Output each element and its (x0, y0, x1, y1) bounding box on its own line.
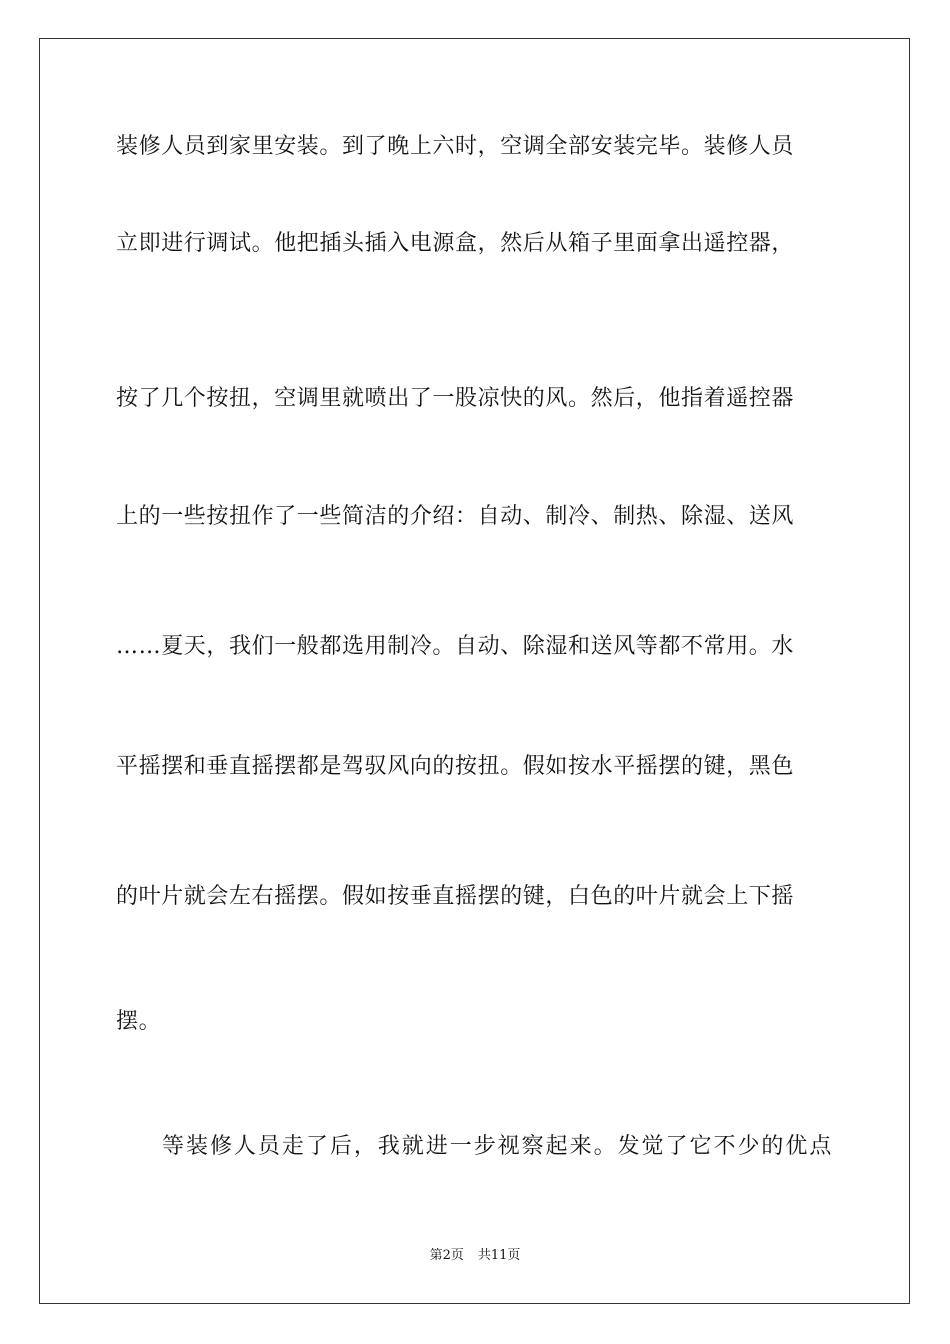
text-line: ……夏天，我们一般都选用制冷。自动、除湿和送风等都不常用。水 (116, 634, 795, 659)
paragraph-first-line: 等装修人员走了后，我就进一步视察起来。发觉了它不少的优点 (162, 1134, 832, 1159)
page-number: 第2页 (429, 1248, 464, 1263)
text-line: 立即进行调试。他把插头插入电源盒，然后从箱子里面拿出遥控器， (116, 231, 795, 256)
text-line: 摆。 (116, 1009, 162, 1034)
text-line: 的叶片就会左右摇摆。假如按垂直摇摆的键，白色的叶片就会上下摇 (116, 884, 795, 909)
text-line: 按了几个按扭，空调里就喷出了一股凉快的风。然后，他指着遥控器 (116, 386, 795, 411)
page-total: 共11页 (477, 1248, 521, 1263)
text-line: 平摇摆和垂直摇摆都是驾驭风向的按扭。假如按水平摇摆的键，黑色 (116, 754, 795, 779)
page-footer (0, 1247, 950, 1265)
text-line: 上的一些按扭作了一些简洁的介绍：自动、制冷、制热、除湿、送风 (116, 504, 795, 529)
text-line: 装修人员到家里安装。到了晚上六时，空调全部安装完毕。装修人员 (116, 134, 795, 159)
page-border (39, 38, 910, 1304)
